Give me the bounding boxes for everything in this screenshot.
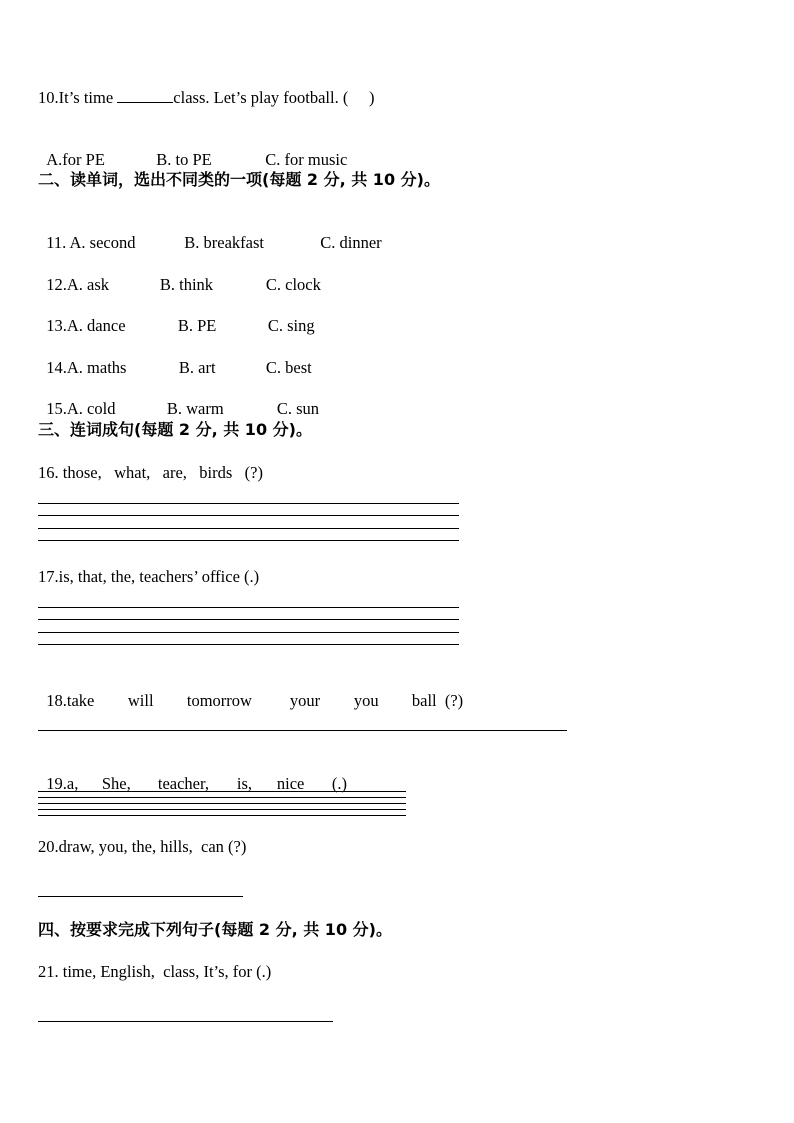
question-number: 11.	[46, 233, 67, 252]
word: a,	[66, 774, 79, 793]
word: will	[127, 691, 154, 710]
answer-line[interactable]	[38, 797, 406, 798]
question-number: 12.	[46, 275, 67, 294]
option-a: A. dance	[66, 316, 126, 335]
word: you	[353, 691, 379, 710]
option-b: B. art	[178, 358, 216, 377]
option-c: C. sing	[267, 316, 315, 335]
question-text: time, English, class, It’s, for (.)	[58, 962, 272, 981]
question-12	[38, 255, 321, 295]
question-text: those, what, are, birds (?)	[58, 463, 263, 482]
option-b: B. think	[159, 275, 214, 294]
answer-line[interactable]	[38, 619, 459, 620]
answer-line[interactable]	[38, 540, 459, 541]
question-text: is, that, the, teachers’ office (.)	[58, 567, 260, 586]
option-a: A.for PE	[46, 150, 105, 169]
question-number: 15.	[46, 399, 67, 418]
question-number: 10.	[38, 88, 59, 107]
option-b: B. PE	[177, 316, 217, 335]
option-c: C. for music	[265, 150, 348, 169]
answer-line[interactable]	[38, 528, 459, 529]
option-c: C. clock	[265, 275, 321, 294]
option-c: C. dinner	[320, 233, 382, 252]
section-heading-2: 二、读单词，选出不同类的一项(每题 2 分, 共 10 分)。	[38, 170, 440, 189]
question-20	[38, 837, 246, 857]
question-number: 16.	[38, 463, 59, 482]
option-b: B. warm	[166, 399, 224, 418]
answer-line[interactable]	[38, 803, 406, 804]
question-10-options	[38, 130, 347, 170]
question-text: draw, you, the, hills, can (?)	[58, 837, 247, 856]
option-a: A. ask	[66, 275, 110, 294]
question-10	[38, 88, 374, 108]
word: is,	[236, 774, 253, 793]
answer-line[interactable]	[38, 815, 406, 816]
question-14	[38, 338, 312, 378]
question-number: 13.	[46, 316, 67, 335]
word: teacher,	[157, 774, 209, 793]
answer-line[interactable]	[38, 503, 459, 504]
option-b: B. to PE	[156, 150, 212, 169]
question-21	[38, 962, 271, 982]
question-text: class. Let’s play football. ( )	[173, 88, 375, 107]
question-number: 21.	[38, 962, 59, 981]
answer-line[interactable]	[38, 1021, 333, 1022]
option-a: A. cold	[66, 399, 116, 418]
word: tomorrow	[186, 691, 252, 710]
option-a: A. maths	[66, 358, 127, 377]
option-b: B. breakfast	[184, 233, 264, 252]
word: (.)	[331, 774, 347, 793]
question-16	[38, 463, 263, 483]
word: She,	[101, 774, 131, 793]
word: take	[66, 691, 95, 710]
question-number: 14.	[46, 358, 67, 377]
word: ball (?)	[411, 691, 464, 710]
question-19	[38, 754, 347, 794]
option-a: A. second	[66, 233, 136, 252]
question-number: 20.	[38, 837, 59, 856]
answer-line[interactable]	[38, 730, 567, 731]
option-c: C. sun	[276, 399, 320, 418]
question-11	[38, 213, 382, 253]
word: your	[289, 691, 321, 710]
answer-line[interactable]	[38, 644, 459, 645]
section-heading-3: 三、连词成句(每题 2 分, 共 10 分)。	[38, 420, 312, 439]
question-number: 17.	[38, 567, 59, 586]
answer-line[interactable]	[38, 791, 406, 792]
section-heading-4: 四、按要求完成下列句子(每题 2 分, 共 10 分)。	[38, 920, 392, 939]
answer-line[interactable]	[38, 809, 406, 810]
question-15	[38, 379, 319, 419]
answer-blank[interactable]	[117, 88, 173, 103]
answer-line[interactable]	[38, 896, 243, 897]
question-13	[38, 296, 315, 336]
question-number: 18.	[46, 691, 67, 710]
option-c: C. best	[265, 358, 312, 377]
question-text: It’s time	[58, 88, 118, 107]
word: nice	[276, 774, 305, 793]
answer-line[interactable]	[38, 607, 459, 608]
answer-line[interactable]	[38, 632, 459, 633]
question-18	[38, 671, 463, 711]
question-17	[38, 567, 259, 587]
answer-line[interactable]	[38, 515, 459, 516]
question-number: 19.	[46, 774, 67, 793]
